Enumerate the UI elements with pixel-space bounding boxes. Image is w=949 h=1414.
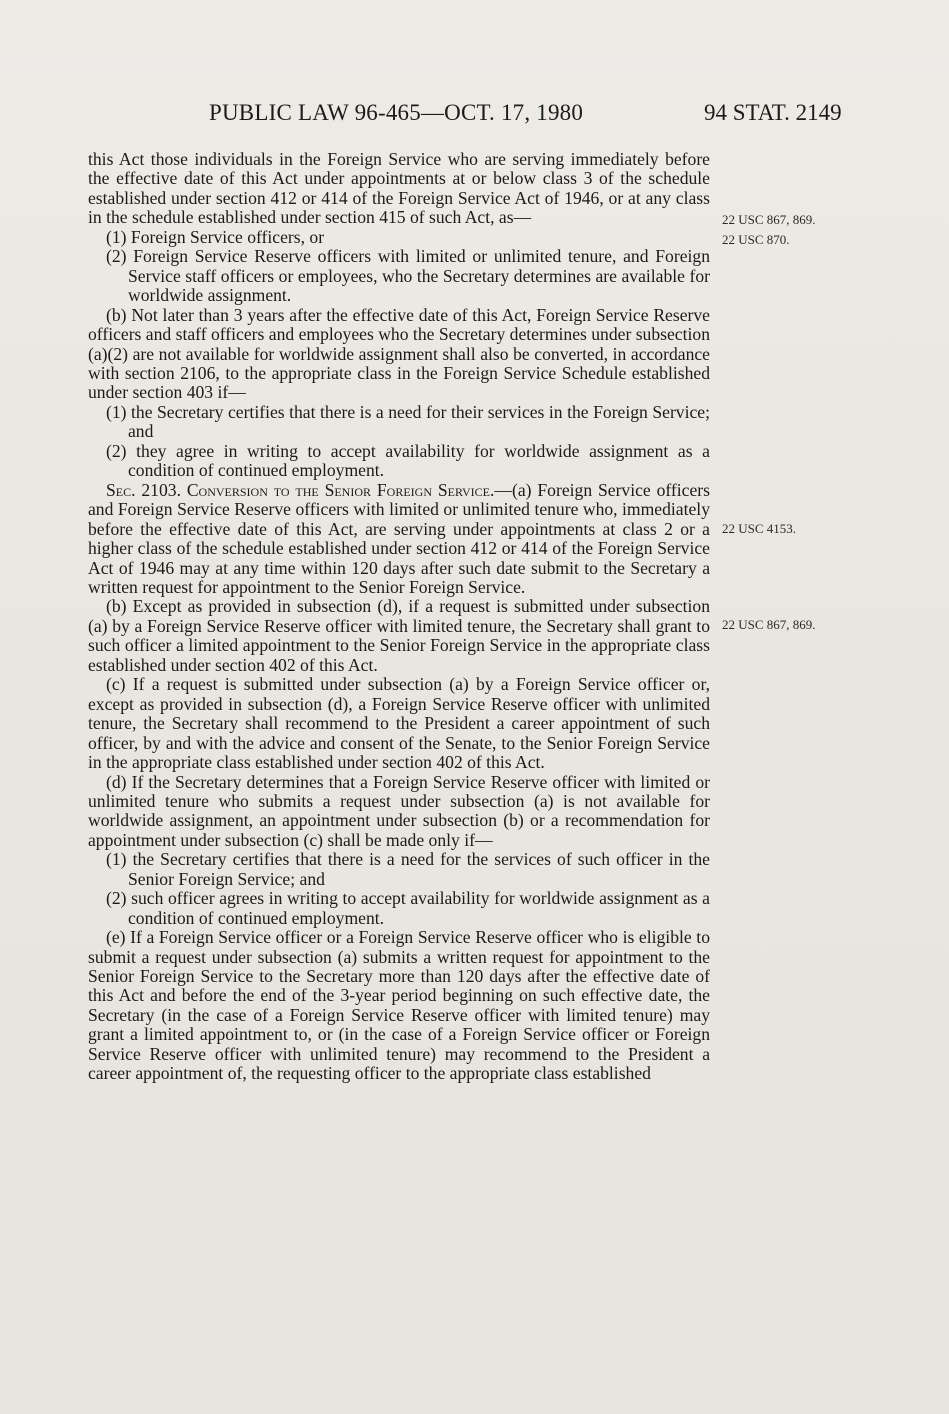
list-item: (1) the Secretary certifies that there is a need for the services of such officer in the Senior Foreign Service; and [106, 849, 710, 889]
list-item: (2) Foreign Service Reserve officers with limited or unlimited tenure, and Foreign Service staff officers or employees, who the Secretary determines are available for worldwide assignment. [106, 246, 710, 306]
section-text: —(a) Foreign Service officers and Foreign Service Reserve officers with limited or unlimited tenure who, immediately before the effective date of this Act, are serving under appointments at class 2 or a higher class of the schedule established under section 412 or 414 of the Foreign Service Act of 1946 may at any time within 120 days after such date submit to the Secretary a written request for appointment to the Senior Foreign Service. [88, 479, 710, 597]
body-text [88, 150, 710, 1084]
statute-page-number: 94 STAT. 2149 [704, 100, 842, 125]
subsection-d: (d) If the Secretary determines that a Foreign Service Reserve officer with limited or unlimited tenure who submits a request under subsection (a) is not available for worldwide assignment, an appointment under subsection (b) or a recommendation for appointment under subsection (c) shall be made only if— [88, 771, 710, 850]
paragraph-continuation: this Act those individuals in the Foreign Service who are serving immediately before the effective date of this Act under appointments at or below class 3 of the schedule established under section 412 or 414 of the Foreign Service Act of 1946, or at any class in the schedule established under section 415 of such Act, as— [88, 149, 710, 228]
list-item: (2) such officer agrees in writing to accept availability for worldwide assignment as a condition of continued employment. [106, 888, 710, 928]
margin-note: 22 USC 867, 869. [722, 212, 816, 227]
list-item: (1) Foreign Service officers, or [106, 226, 325, 247]
margin-note: 22 USC 867, 869. [722, 617, 816, 632]
subsection-c: (c) If a request is submitted under subsection (a) by a Foreign Service officer or, except as provided in subsection (d), a Foreign Service Reserve officer with unlimited tenure, the Secretary shall recommend to the President a career appointment of such officer, by and with the advice and consent of the Senate, to the Senior Foreign Service in the appropriate class established under section 402 of this Act. [88, 674, 710, 773]
section-2103 [88, 481, 710, 598]
list-item: (1) the Secretary certifies that there is a need for their services in the Foreign Service; and [106, 401, 710, 442]
subsection-b: (b) Except as provided in subsection (d), if a request is submitted under subsection (a) by a Foreign Service Reserve officer with limited tenure, the Secretary shall grant to such officer a limited appointment to the Senior Foreign Service in the appropriate class established under section 402 of this Act. [88, 596, 710, 675]
section-heading: Sec. 2103. Conversion to the Senior Foreign Service. [106, 479, 495, 500]
margin-note: 22 USC 870. [722, 232, 790, 247]
margin-note: 22 USC 4153. [722, 521, 797, 536]
subsection-e: (e) If a Foreign Service officer or a Foreign Service Reserve officer who is eligible to submit a request under subsection (a) submits a written request for appointment to the Senior Foreign Service to the Secretary more than 120 days after the effective date of this Act and before the end of the 3-year period beginning on such effective date, the Secretary (in the case of a Foreign Service Reserve officer with limited tenure) may grant a limited appointment to, or (in the case of a Foreign Service officer or Foreign Service Reserve officer with unlimited tenure) may recommend to the President a career appointment of, the requesting officer to the appropriate class established [88, 927, 710, 1084]
subsection-b: (b) Not later than 3 years after the effective date of this Act, Foreign Service Reserve officers and staff officers and employees who the Secretary determines under subsection (a)(2) are not available for worldwide assignment shall also be converted, in accordance with section 2106, to the appropriate class in the Foreign Service Schedule established under section 403 if— [88, 304, 710, 403]
page-title: PUBLIC LAW 96-465—OCT. 17, 1980 [209, 100, 584, 125]
list-item: (2) they agree in writing to accept availability for worldwide assignment as a condition of continued employment. [106, 440, 710, 481]
